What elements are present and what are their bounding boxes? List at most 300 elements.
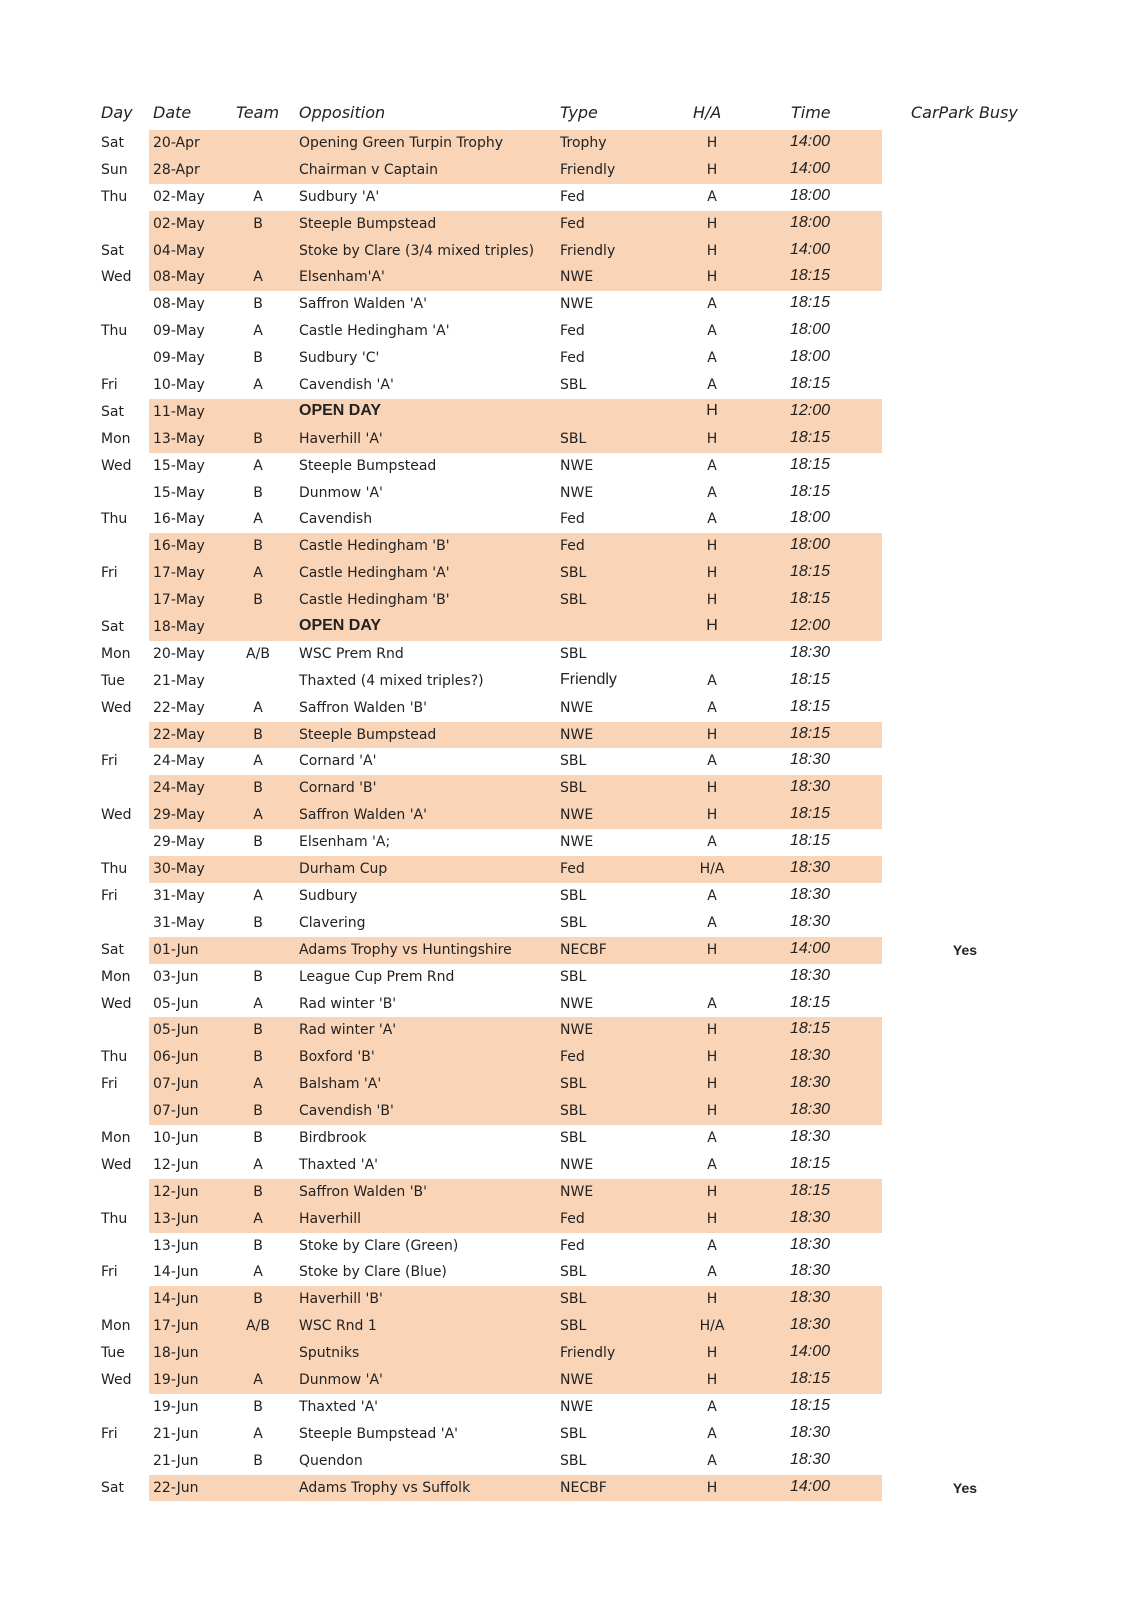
cell-type: SBL bbox=[560, 1452, 587, 1469]
cell-type: NWE bbox=[560, 699, 594, 716]
cell-day: Thu bbox=[101, 188, 128, 205]
cell-date: 10-Jun bbox=[153, 1129, 199, 1146]
cell-time: 18:15 bbox=[789, 724, 831, 742]
cell-day: Mon bbox=[101, 645, 131, 662]
cell-ha: A bbox=[707, 350, 717, 367]
cell-time: 18:15 bbox=[789, 375, 831, 393]
cell-team: B bbox=[253, 1103, 263, 1120]
cell-type: SBL bbox=[560, 1291, 587, 1308]
cell-type: NWE bbox=[560, 1022, 594, 1039]
cell-day: Sat bbox=[101, 242, 124, 259]
cell-opposition: Clavering bbox=[299, 914, 366, 931]
cell-opposition: Sudbury 'C' bbox=[299, 350, 380, 367]
cell-ha: H bbox=[706, 269, 718, 286]
header-type: Type bbox=[560, 103, 598, 122]
cell-ha: H/A bbox=[699, 861, 725, 878]
cell-date: 16-May bbox=[153, 538, 205, 555]
cell-date: 02-May bbox=[153, 215, 205, 232]
cell-time: 14:00 bbox=[789, 939, 831, 957]
cell-type: SBL bbox=[560, 887, 587, 904]
cell-type: NWE bbox=[560, 807, 594, 824]
cell-type: Friendly bbox=[560, 1345, 616, 1362]
table-row bbox=[0, 345, 1140, 372]
cell-time: 18:15 bbox=[789, 805, 831, 823]
cell-day: Sat bbox=[101, 941, 124, 958]
cell-type: NWE bbox=[560, 457, 594, 474]
cell-date: 20-May bbox=[153, 645, 205, 662]
cell-day: Fri bbox=[101, 377, 118, 394]
cell-type: Fed bbox=[560, 188, 585, 205]
cell-ha: A bbox=[707, 1264, 717, 1281]
cell-date: 08-May bbox=[153, 296, 205, 313]
header-opposition: Opposition bbox=[299, 103, 386, 122]
table-row bbox=[0, 991, 1140, 1018]
table-row bbox=[0, 453, 1140, 480]
cell-time: 12:00 bbox=[789, 401, 831, 419]
cell-day: Sat bbox=[101, 619, 124, 636]
cell-ha: H bbox=[706, 1049, 718, 1066]
table-row bbox=[0, 722, 1140, 749]
cell-opposition: Adams Trophy vs Suffolk bbox=[299, 1479, 471, 1496]
cell-opposition: Rad winter 'B' bbox=[299, 995, 397, 1012]
table-row bbox=[0, 829, 1140, 856]
cell-type: SBL bbox=[560, 1318, 587, 1335]
cell-type: NWE bbox=[560, 296, 594, 313]
cell-time: 18:00 bbox=[789, 186, 831, 204]
cell-team: B bbox=[253, 484, 263, 501]
table-row bbox=[0, 372, 1140, 399]
cell-ha: H bbox=[706, 780, 718, 797]
cell-type: Fed bbox=[560, 511, 585, 528]
cell-ha: A bbox=[707, 672, 717, 689]
header-day: Day bbox=[101, 103, 133, 122]
cell-day: Thu bbox=[101, 1049, 128, 1066]
cell-team: B bbox=[253, 430, 263, 447]
cell-time: 18:30 bbox=[789, 1235, 831, 1253]
cell-type: Friendly bbox=[560, 161, 616, 178]
header-team: Team bbox=[236, 103, 280, 122]
cell-time: 18:30 bbox=[789, 1208, 831, 1226]
cell-date: 20-Apr bbox=[153, 135, 200, 151]
cell-date: 12-Jun bbox=[153, 1183, 199, 1200]
cell-day: Sat bbox=[101, 1479, 124, 1496]
cell-date: 16-May bbox=[153, 511, 205, 528]
cell-opposition: Sudbury bbox=[299, 887, 358, 904]
cell-time: 18:00 bbox=[789, 536, 831, 554]
cell-opposition: Opening Green Turpin Trophy bbox=[299, 135, 504, 151]
table-row bbox=[0, 1098, 1140, 1125]
cell-day: Fri bbox=[101, 1264, 118, 1281]
cell-team: A bbox=[253, 377, 263, 394]
cell-type: Fed bbox=[560, 861, 585, 878]
cell-date: 31-May bbox=[153, 914, 205, 931]
cell-type: Fed bbox=[560, 1049, 585, 1066]
table-row bbox=[0, 937, 1140, 964]
table-row bbox=[0, 1233, 1140, 1260]
cell-type: Fed bbox=[560, 1210, 585, 1227]
cell-time: 18:15 bbox=[789, 1181, 831, 1199]
cell-opposition: Stoke by Clare (Blue) bbox=[299, 1264, 447, 1281]
cell-ha: A bbox=[707, 377, 717, 394]
cell-day: Wed bbox=[101, 1156, 132, 1173]
table-row bbox=[0, 668, 1140, 695]
cell-day: Thu bbox=[101, 861, 128, 878]
cell-date: 11-May bbox=[153, 403, 205, 420]
table-row bbox=[0, 318, 1140, 345]
cell-type: NWE bbox=[560, 726, 594, 743]
cell-opposition: Cornard 'B' bbox=[299, 780, 377, 797]
cell-date: 03-Jun bbox=[153, 968, 199, 985]
cell-opposition: Durham Cup bbox=[299, 861, 388, 878]
cell-team: A bbox=[253, 565, 263, 582]
cell-date: 21-May bbox=[153, 672, 205, 689]
cell-day: Mon bbox=[101, 1129, 131, 1146]
cell-day: Fri bbox=[101, 1076, 118, 1093]
cell-team: B bbox=[253, 1452, 263, 1469]
cell-ha: H/A bbox=[699, 1318, 725, 1335]
cell-opposition: Saffron Walden 'A' bbox=[299, 296, 427, 313]
cell-ha: H bbox=[706, 1479, 718, 1496]
cell-date: 09-May bbox=[153, 350, 205, 367]
cell-team: A bbox=[253, 323, 263, 340]
cell-carpark: Yes bbox=[952, 941, 978, 958]
fixture-table-body bbox=[0, 130, 1140, 1501]
header-time: Time bbox=[791, 103, 831, 122]
cell-type: SBL bbox=[560, 753, 587, 770]
cell-ha: H bbox=[706, 242, 718, 259]
cell-time: 18:15 bbox=[789, 1396, 831, 1414]
cell-day: Thu bbox=[101, 1210, 128, 1227]
cell-ha: A bbox=[707, 753, 717, 770]
table-row bbox=[0, 480, 1140, 507]
cell-opposition: Saffron Walden 'B' bbox=[299, 1183, 427, 1200]
cell-opposition: Castle Hedingham 'B' bbox=[299, 538, 450, 555]
cell-time: 12:00 bbox=[789, 617, 831, 635]
cell-time: 18:15 bbox=[789, 1154, 831, 1172]
cell-day: Wed bbox=[101, 457, 132, 474]
cell-time: 18:00 bbox=[789, 321, 831, 339]
table-row bbox=[0, 560, 1140, 587]
cell-day: Wed bbox=[101, 1371, 132, 1388]
cell-day: Wed bbox=[101, 807, 132, 824]
cell-type: NECBF bbox=[560, 1479, 607, 1496]
table-row bbox=[0, 1017, 1140, 1044]
cell-ha: H bbox=[706, 1345, 718, 1362]
table-row bbox=[0, 1367, 1140, 1394]
cell-date: 18-Jun bbox=[153, 1345, 199, 1362]
table-row bbox=[0, 641, 1140, 668]
cell-ha: A bbox=[707, 1398, 717, 1415]
cell-time: 18:30 bbox=[789, 859, 831, 877]
table-row bbox=[0, 157, 1140, 184]
cell-ha: H bbox=[706, 617, 718, 635]
cell-type: SBL bbox=[560, 968, 587, 985]
cell-ha: H bbox=[706, 565, 718, 582]
cell-date: 22-Jun bbox=[153, 1479, 199, 1496]
cell-opposition: Cavendish 'B' bbox=[299, 1103, 394, 1120]
cell-team: B bbox=[253, 726, 263, 743]
cell-team: A/B bbox=[246, 645, 270, 662]
cell-ha: A bbox=[707, 296, 717, 313]
cell-ha: H bbox=[706, 1371, 718, 1388]
cell-team: A bbox=[253, 511, 263, 528]
cell-type: Fed bbox=[560, 350, 585, 367]
cell-team: A bbox=[253, 807, 263, 824]
cell-ha: A bbox=[707, 323, 717, 340]
cell-time: 18:00 bbox=[789, 348, 831, 366]
cell-ha: H bbox=[706, 941, 718, 958]
cell-ha: A bbox=[707, 484, 717, 501]
cell-time: 18:15 bbox=[789, 670, 831, 688]
cell-opposition: Quendon bbox=[299, 1452, 363, 1469]
cell-opposition: WSC Prem Rnd bbox=[299, 645, 404, 662]
cell-date: 13-Jun bbox=[153, 1210, 199, 1227]
cell-ha: H bbox=[706, 1022, 718, 1039]
cell-team: B bbox=[253, 592, 263, 609]
cell-team: A bbox=[253, 1264, 263, 1281]
table-row bbox=[0, 1286, 1140, 1313]
cell-date: 14-Jun bbox=[153, 1291, 199, 1308]
cell-team: A bbox=[253, 1210, 263, 1227]
header-date: Date bbox=[153, 103, 192, 122]
cell-date: 24-May bbox=[153, 780, 205, 797]
cell-opposition: Steeple Bumpstead bbox=[299, 726, 437, 743]
cell-day: Tue bbox=[101, 672, 125, 689]
cell-time: 18:30 bbox=[789, 1423, 831, 1441]
cell-team: A bbox=[253, 457, 263, 474]
cell-team: B bbox=[253, 914, 263, 931]
table-row bbox=[0, 964, 1140, 991]
cell-opposition: Castle Hedingham 'B' bbox=[299, 592, 450, 609]
table-row bbox=[0, 1125, 1140, 1152]
cell-ha: H bbox=[706, 1210, 718, 1227]
cell-team: A/B bbox=[246, 1318, 270, 1335]
cell-time: 18:30 bbox=[789, 778, 831, 796]
cell-opposition: Stoke by Clare (Green) bbox=[299, 1237, 459, 1254]
cell-ha: A bbox=[707, 457, 717, 474]
cell-ha: H bbox=[706, 401, 718, 419]
header-row bbox=[0, 100, 1140, 130]
cell-opposition: Steeple Bumpstead bbox=[299, 457, 437, 474]
table-row bbox=[0, 506, 1140, 533]
cell-opposition: Elsenham 'A; bbox=[299, 834, 391, 851]
cell-opposition: Sudbury 'A' bbox=[299, 188, 380, 205]
cell-time: 14:00 bbox=[789, 1477, 831, 1495]
header-carpark: CarPark Busy bbox=[911, 103, 1018, 122]
cell-day: Sun bbox=[101, 161, 128, 178]
cell-date: 15-May bbox=[153, 484, 205, 501]
cell-type: SBL bbox=[560, 1129, 587, 1146]
table-row bbox=[0, 1044, 1140, 1071]
cell-type: SBL bbox=[560, 430, 587, 447]
header-ha: H/A bbox=[693, 103, 722, 122]
table-row bbox=[0, 1206, 1140, 1233]
cell-team: B bbox=[253, 1022, 263, 1039]
cell-team: B bbox=[253, 780, 263, 797]
table-row bbox=[0, 802, 1140, 829]
cell-opposition: Dunmow 'A' bbox=[299, 484, 383, 501]
cell-day: Fri bbox=[101, 753, 118, 770]
cell-team: B bbox=[253, 215, 263, 232]
table-row bbox=[0, 775, 1140, 802]
cell-ha: A bbox=[707, 188, 717, 205]
cell-type: Fed bbox=[560, 1237, 585, 1254]
cell-time: 18:15 bbox=[789, 993, 831, 1011]
cell-opposition: Birdbrook bbox=[299, 1129, 367, 1146]
cell-time: 18:30 bbox=[789, 1101, 831, 1119]
cell-ha: A bbox=[707, 995, 717, 1012]
table-row bbox=[0, 1421, 1140, 1448]
cell-opposition: Adams Trophy vs Huntingshire bbox=[299, 941, 512, 958]
cell-type: NWE bbox=[560, 269, 594, 286]
cell-opposition: Steeple Bumpstead bbox=[299, 215, 437, 232]
cell-date: 01-Jun bbox=[153, 941, 199, 958]
cell-date: 07-Jun bbox=[153, 1103, 199, 1120]
cell-time: 18:30 bbox=[789, 912, 831, 930]
cell-ha: A bbox=[707, 834, 717, 851]
cell-opposition: Sputniks bbox=[299, 1345, 360, 1362]
cell-team: A bbox=[253, 995, 263, 1012]
cell-type: Fed bbox=[560, 215, 585, 232]
cell-day: Fri bbox=[101, 565, 118, 582]
cell-ha: H bbox=[706, 430, 718, 447]
cell-team: B bbox=[253, 1049, 263, 1066]
cell-team: B bbox=[253, 1183, 263, 1200]
cell-type: SBL bbox=[560, 914, 587, 931]
cell-ha: H bbox=[706, 135, 718, 151]
cell-opposition: Elsenham'A' bbox=[299, 269, 385, 286]
cell-time: 14:00 bbox=[789, 240, 831, 258]
cell-opposition: Castle Hedingham 'A' bbox=[299, 565, 450, 582]
cell-opposition: OPEN DAY bbox=[299, 617, 382, 635]
cell-team: A bbox=[253, 188, 263, 205]
cell-ha: A bbox=[707, 1129, 717, 1146]
cell-day: Tue bbox=[101, 1345, 125, 1362]
cell-opposition: Haverhill 'A' bbox=[299, 430, 383, 447]
table-row bbox=[0, 587, 1140, 614]
cell-type: NWE bbox=[560, 834, 594, 851]
cell-date: 22-May bbox=[153, 699, 205, 716]
table-row bbox=[0, 1448, 1140, 1475]
cell-date: 21-Jun bbox=[153, 1452, 199, 1469]
cell-time: 18:30 bbox=[789, 966, 831, 984]
cell-opposition: Thaxted 'A' bbox=[299, 1398, 379, 1415]
table-row bbox=[0, 1313, 1140, 1340]
cell-time: 18:30 bbox=[789, 1316, 831, 1334]
table-row bbox=[0, 856, 1140, 883]
table-row bbox=[0, 211, 1140, 238]
cell-date: 29-May bbox=[153, 834, 205, 851]
cell-time: 18:15 bbox=[789, 832, 831, 850]
cell-opposition: Stoke by Clare (3/4 mixed triples) bbox=[299, 242, 535, 259]
cell-opposition: OPEN DAY bbox=[299, 401, 382, 419]
cell-opposition: Dunmow 'A' bbox=[299, 1371, 383, 1388]
cell-day: Fri bbox=[101, 1425, 118, 1442]
cell-day: Sat bbox=[101, 403, 124, 420]
cell-opposition: WSC Rnd 1 bbox=[299, 1318, 377, 1335]
cell-team: A bbox=[253, 887, 263, 904]
cell-team: B bbox=[253, 968, 263, 985]
cell-date: 17-May bbox=[153, 565, 205, 582]
cell-opposition: Steeple Bumpstead 'A' bbox=[299, 1425, 459, 1442]
cell-ha: H bbox=[706, 215, 718, 232]
cell-date: 12-Jun bbox=[153, 1156, 199, 1173]
cell-type: NWE bbox=[560, 1156, 594, 1173]
cell-ha: H bbox=[706, 538, 718, 555]
cell-type: Fed bbox=[560, 538, 585, 555]
cell-ha: H bbox=[706, 1076, 718, 1093]
cell-type: NECBF bbox=[560, 941, 607, 958]
cell-day: Mon bbox=[101, 1318, 131, 1335]
table-row bbox=[0, 614, 1140, 641]
cell-time: 18:30 bbox=[789, 643, 831, 661]
table-row bbox=[0, 1259, 1140, 1286]
cell-type: Friendly bbox=[560, 242, 616, 259]
cell-date: 06-Jun bbox=[153, 1049, 199, 1066]
cell-time: 18:30 bbox=[789, 1127, 831, 1145]
cell-team: A bbox=[253, 269, 263, 286]
table-row bbox=[0, 184, 1140, 211]
cell-date: 09-May bbox=[153, 323, 205, 340]
cell-ha: A bbox=[707, 699, 717, 716]
table-row bbox=[0, 1071, 1140, 1098]
cell-opposition: Saffron Walden 'B' bbox=[299, 699, 427, 716]
cell-time: 14:00 bbox=[789, 133, 831, 150]
cell-date: 17-May bbox=[153, 592, 205, 609]
cell-date: 05-Jun bbox=[153, 995, 199, 1012]
cell-date: 18-May bbox=[153, 619, 205, 636]
cell-ha: H bbox=[706, 1291, 718, 1308]
cell-date: 07-Jun bbox=[153, 1076, 199, 1093]
cell-team: A bbox=[253, 699, 263, 716]
cell-opposition: Haverhill bbox=[299, 1210, 362, 1227]
cell-time: 14:00 bbox=[789, 1343, 831, 1361]
cell-time: 18:15 bbox=[789, 1020, 831, 1038]
cell-date: 24-May bbox=[153, 753, 205, 770]
cell-date: 19-Jun bbox=[153, 1371, 199, 1388]
cell-type: SBL bbox=[560, 565, 587, 582]
cell-date: 19-Jun bbox=[153, 1398, 199, 1415]
cell-date: 28-Apr bbox=[153, 161, 200, 178]
cell-type: NWE bbox=[560, 995, 594, 1012]
cell-team: B bbox=[253, 1129, 263, 1146]
table-row bbox=[0, 1179, 1140, 1206]
table-row bbox=[0, 748, 1140, 775]
cell-date: 30-May bbox=[153, 861, 205, 878]
cell-day: Thu bbox=[101, 323, 128, 340]
cell-ha: H bbox=[706, 726, 718, 743]
cell-time: 18:15 bbox=[789, 294, 831, 312]
cell-time: 18:30 bbox=[789, 751, 831, 769]
cell-team: B bbox=[253, 1237, 263, 1254]
cell-ha: A bbox=[707, 1452, 717, 1469]
cell-ha: A bbox=[707, 914, 717, 931]
cell-opposition: Rad winter 'A' bbox=[299, 1022, 397, 1039]
cell-ha: A bbox=[707, 1425, 717, 1442]
cell-date: 22-May bbox=[153, 726, 205, 743]
cell-opposition: League Cup Prem Rnd bbox=[299, 968, 455, 985]
cell-time: 18:15 bbox=[789, 482, 831, 500]
cell-date: 29-May bbox=[153, 807, 205, 824]
cell-ha: A bbox=[707, 1156, 717, 1173]
cell-time: 18:30 bbox=[789, 1074, 831, 1092]
cell-ha: H bbox=[706, 161, 718, 178]
table-row bbox=[0, 238, 1140, 265]
cell-team: B bbox=[253, 1291, 263, 1308]
cell-day: Wed bbox=[101, 995, 132, 1012]
cell-ha: H bbox=[706, 1103, 718, 1120]
cell-type: Trophy bbox=[560, 135, 607, 151]
